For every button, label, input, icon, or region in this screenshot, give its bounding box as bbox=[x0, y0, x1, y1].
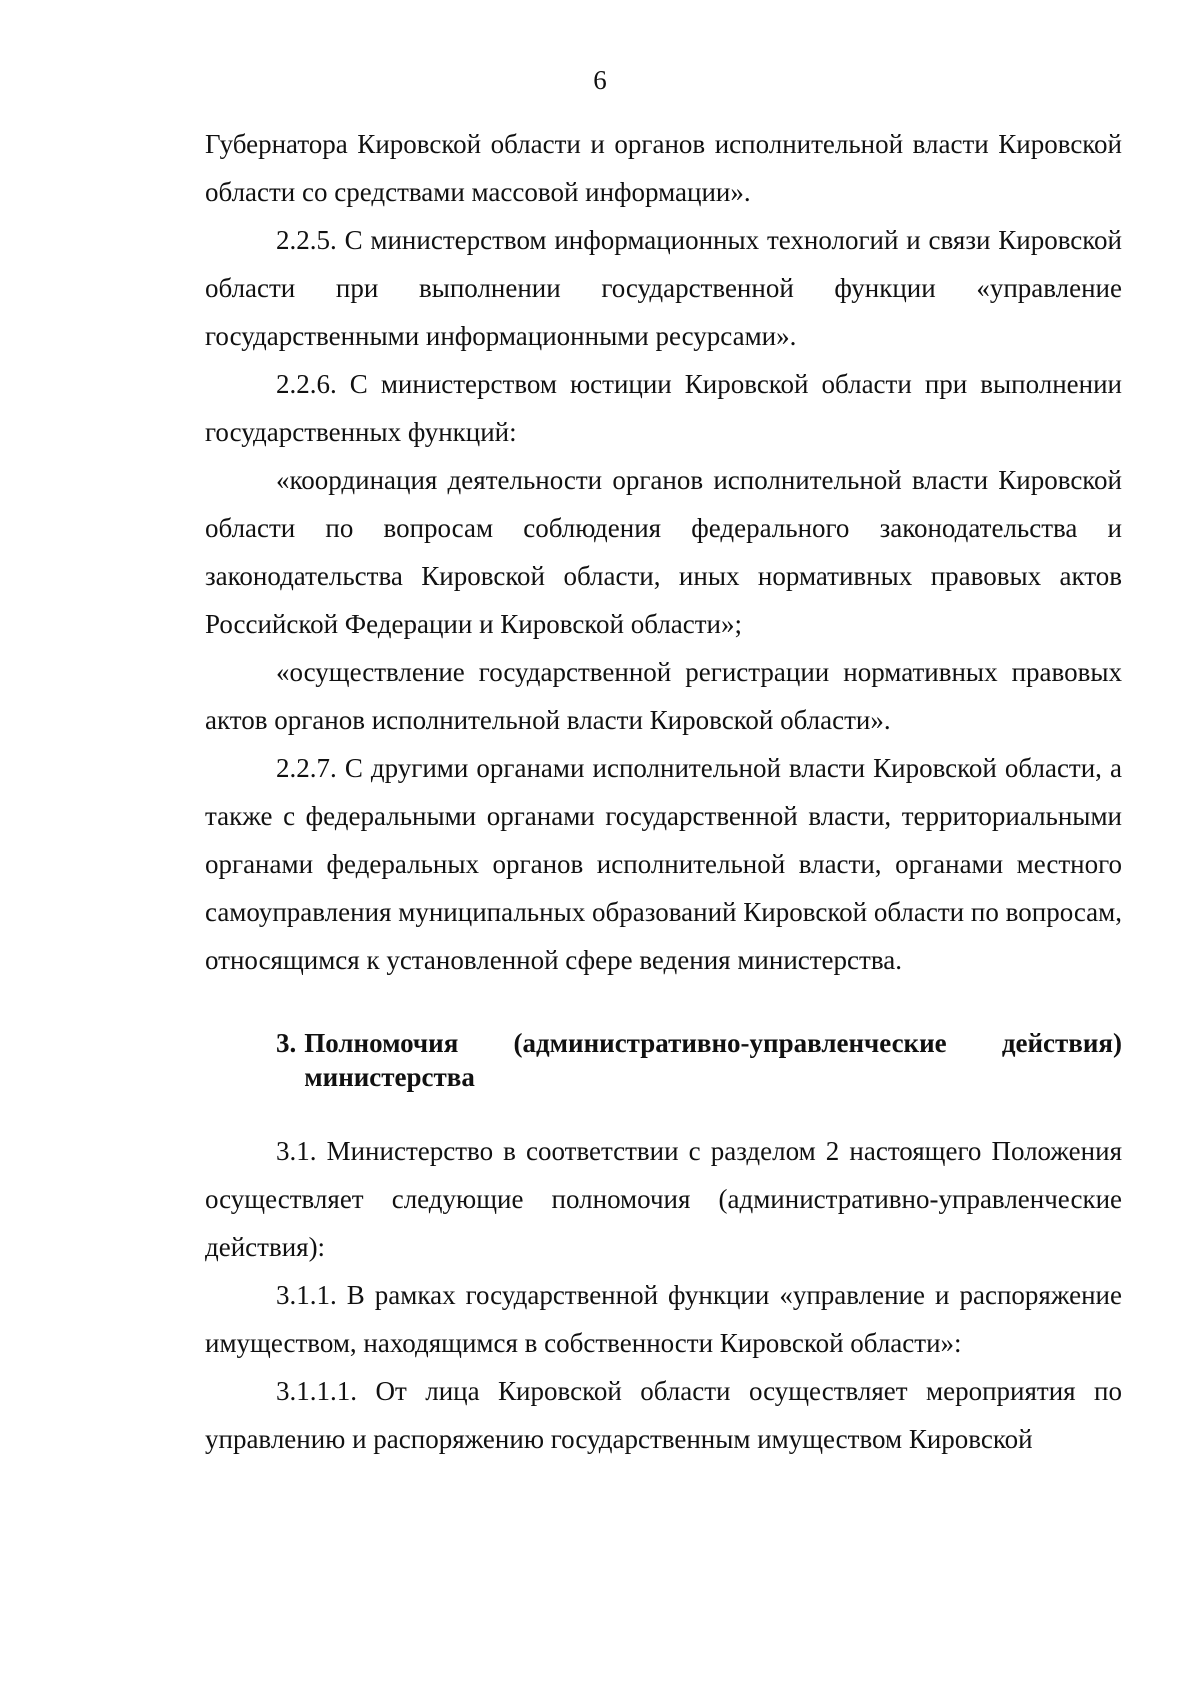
paragraph-quote-registration: «осуществление государственной регистрации нормативных правовых актов органов исполнительной власти Кировской области». bbox=[205, 657, 1122, 735]
section-heading bbox=[276, 1026, 1122, 1094]
page-number: 6 bbox=[593, 65, 607, 95]
paragraph-quote-coordination: «координация деятельности органов исполнительной власти Кировской области по вопросам соблюдения федерального законодательства и законодательства Кировской области, иных нормативных правовых актов Российской Федерации и Кировской области»; bbox=[205, 465, 1122, 639]
paragraph-2-2-7: 2.2.7. С другими органами исполнительной власти Кировской области, а также с федеральными органами государственной власти, территориальными органами федеральных органов исполнительной власти, органами местного самоуправления муниципальных образований Кировской области по вопросам, относящимся к установленной сфере ведения министерства. bbox=[205, 753, 1122, 975]
paragraph-3-1: 3.1. Министерство в соответствии с разделом 2 настоящего Положения осуществляет следующие полномочия (административно-управленческие действия): bbox=[205, 1136, 1122, 1262]
paragraph-2-2-5: 2.2.5. С министерством информационных технологий и связи Кировской области при выполнении государственной функции «управление государственными информационными ресурсами». bbox=[205, 225, 1122, 351]
section-heading-text: Полномочия (административно-управленческие действия) министерства bbox=[304, 1028, 1122, 1092]
document-body bbox=[205, 120, 1122, 1463]
paragraph-3-1-1: 3.1.1. В рамках государственной функции «управление и распоряжение имуществом, находящимся в собственности Кировской области»: bbox=[205, 1280, 1122, 1358]
paragraph: Губернатора Кировской области и органов исполнительной власти Кировской области со средствами массовой информации». bbox=[205, 129, 1122, 207]
paragraph-3-1-1-1: 3.1.1.1. От лица Кировской области осуществляет мероприятия по управлению и распоряжению государственным имуществом Кировской bbox=[205, 1376, 1122, 1454]
section-heading-number: 3. bbox=[276, 1028, 297, 1058]
paragraph-2-2-6: 2.2.6. С министерством юстиции Кировской области при выполнении государственных функций: bbox=[205, 369, 1122, 447]
